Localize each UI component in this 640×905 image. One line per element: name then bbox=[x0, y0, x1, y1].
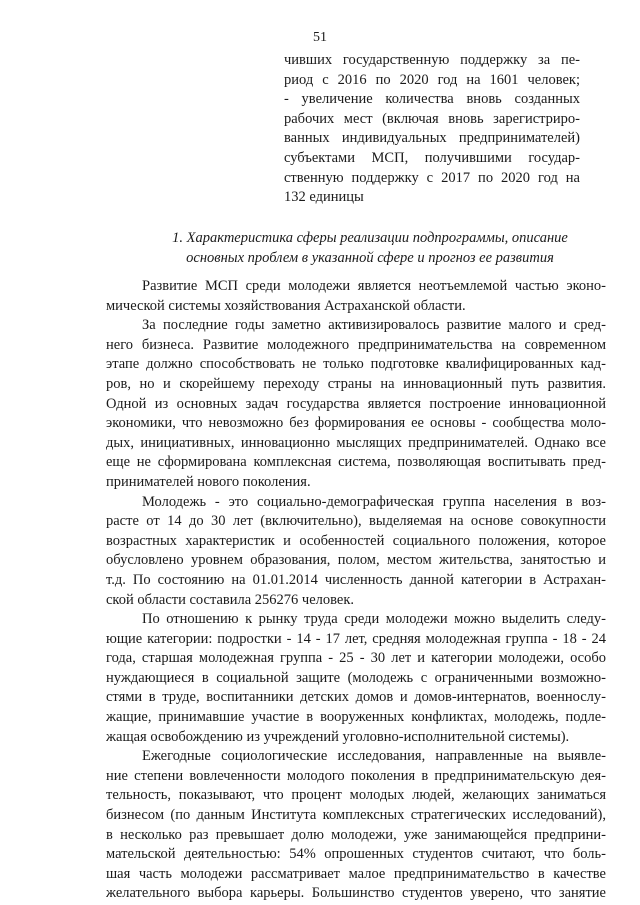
text-line: субъектами МСП, получившими государ- bbox=[284, 149, 580, 166]
text-line: По отношению к рынку труда среди молодежи можно выделить следу- bbox=[142, 611, 606, 628]
text-line: жащие, принимавшие участие в вооруженных конфликтах, молодежь, подле- bbox=[106, 709, 606, 726]
page-number: 51 bbox=[313, 30, 327, 45]
paragraph bbox=[106, 747, 606, 904]
text-line: Развитие МСП среди молодежи является неотъемлемой частью эконо- bbox=[142, 278, 606, 294]
text-line: Молодежь - это социально-демографическая группа населения в воз- bbox=[142, 493, 606, 510]
text-line: Ежегодные социологические исследования, направленные на выявле- bbox=[142, 748, 606, 765]
paragraph bbox=[106, 316, 606, 492]
section-heading bbox=[120, 229, 620, 268]
results-list-continuation bbox=[284, 51, 580, 208]
text-line: - увеличение количества вновь созданных bbox=[284, 91, 580, 108]
text-line: обусловлено уровнем образования, полом, местом жительства, занятостью и bbox=[106, 552, 606, 569]
text-line: возрастных характеристик и особенностей социального положения, которое bbox=[106, 532, 606, 549]
text-line: ние степени вовлеченности молодого поколения в предпринимательскую дея- bbox=[106, 767, 606, 784]
text-line: экономики, что невозможно без формирования ее основы - сообщества моло- bbox=[106, 415, 606, 432]
heading-line: основных проблем в указанной сфере и прогноз ее развития bbox=[186, 249, 554, 266]
text-line: тельность, показывают, что процент молодых людей, желающих заниматься bbox=[106, 787, 606, 804]
text-line: дых, инициативных, инновационно мыслящих предпринимателей. Однако все bbox=[106, 434, 606, 451]
text-line: нуждающиеся в социальной защите (молодежь с ограниченными возможно- bbox=[106, 669, 606, 686]
text-line: ской области составила 256276 человек. bbox=[106, 591, 355, 608]
text-line: ющие категории: подростки - 14 - 17 лет, средняя молодежная группа - 18 - 24 bbox=[106, 630, 606, 647]
text-line: чивших государственную поддержку за пе- bbox=[284, 52, 580, 68]
text-line: жащая освобождению из учреждений уголовно-исполнительной системы). bbox=[106, 728, 570, 745]
paragraph bbox=[106, 610, 606, 747]
paragraph bbox=[106, 277, 606, 316]
paragraph bbox=[106, 493, 606, 611]
text-line: риод с 2016 по 2020 год на 1601 человек; bbox=[284, 71, 580, 88]
text-line: шая часть молодежи рассматривает малое предпринимательство в качестве bbox=[106, 865, 606, 882]
text-line: рабочих мест (включая вновь зарегистриро- bbox=[284, 110, 580, 127]
heading-line: 1. Характеристика сферы реализации подпрограммы, описание bbox=[172, 230, 568, 246]
text-line: года, старшая молодежная группа - 25 - 30 лет и категории молодежи, особо bbox=[106, 650, 606, 667]
text-line: За последние годы заметно активизировалось развитие малого и сред- bbox=[142, 317, 606, 334]
text-line: мательской деятельностью: 54% опрошенных студентов считают, что боль- bbox=[106, 846, 606, 863]
text-line: в несколько раз превышает долю молодежи, уже занимающейся предприни- bbox=[106, 826, 606, 843]
text-line: Одной из основных задач государства является построение инновационной bbox=[106, 395, 606, 412]
text-line: бизнесом (по данным Института комплексных стратегических исследований), bbox=[106, 807, 606, 824]
text-line: расте от 14 до 30 лет (включительно), выделяемая на основе совокупности bbox=[106, 513, 606, 530]
text-line: ров, но и скорейшему переходу страны на инновационный путь развития. bbox=[106, 375, 606, 392]
text-line: мической системы хозяйствования Астраханской области. bbox=[106, 297, 466, 314]
body-text bbox=[106, 277, 606, 904]
text-line: ственную поддержку с 2017 по 2020 год на bbox=[284, 169, 580, 186]
text-line: еще не сформирована комплексная система, позволяющая воспитывать пред- bbox=[106, 454, 606, 471]
text-line: т.д. По состоянию на 01.01.2014 численность данной категории в Астрахан- bbox=[106, 571, 606, 588]
text-line: желательного выбора карьеры. Большинство студентов уверено, что занятие bbox=[106, 885, 606, 902]
text-line: ванных индивидуальных предпринимателей) bbox=[284, 130, 580, 147]
text-line: стями в труде, воспитанники детских домов и домов-интернатов, военнослу- bbox=[106, 689, 606, 706]
text-line: принимателей нового поколения. bbox=[106, 473, 311, 490]
text-line: этапе должно способствовать не только подготовке квалифицированных кад- bbox=[106, 356, 606, 373]
text-line: него бизнеса. Развитие молодежного предпринимательства на современном bbox=[106, 336, 606, 353]
text-line: 132 единицы bbox=[284, 189, 364, 206]
